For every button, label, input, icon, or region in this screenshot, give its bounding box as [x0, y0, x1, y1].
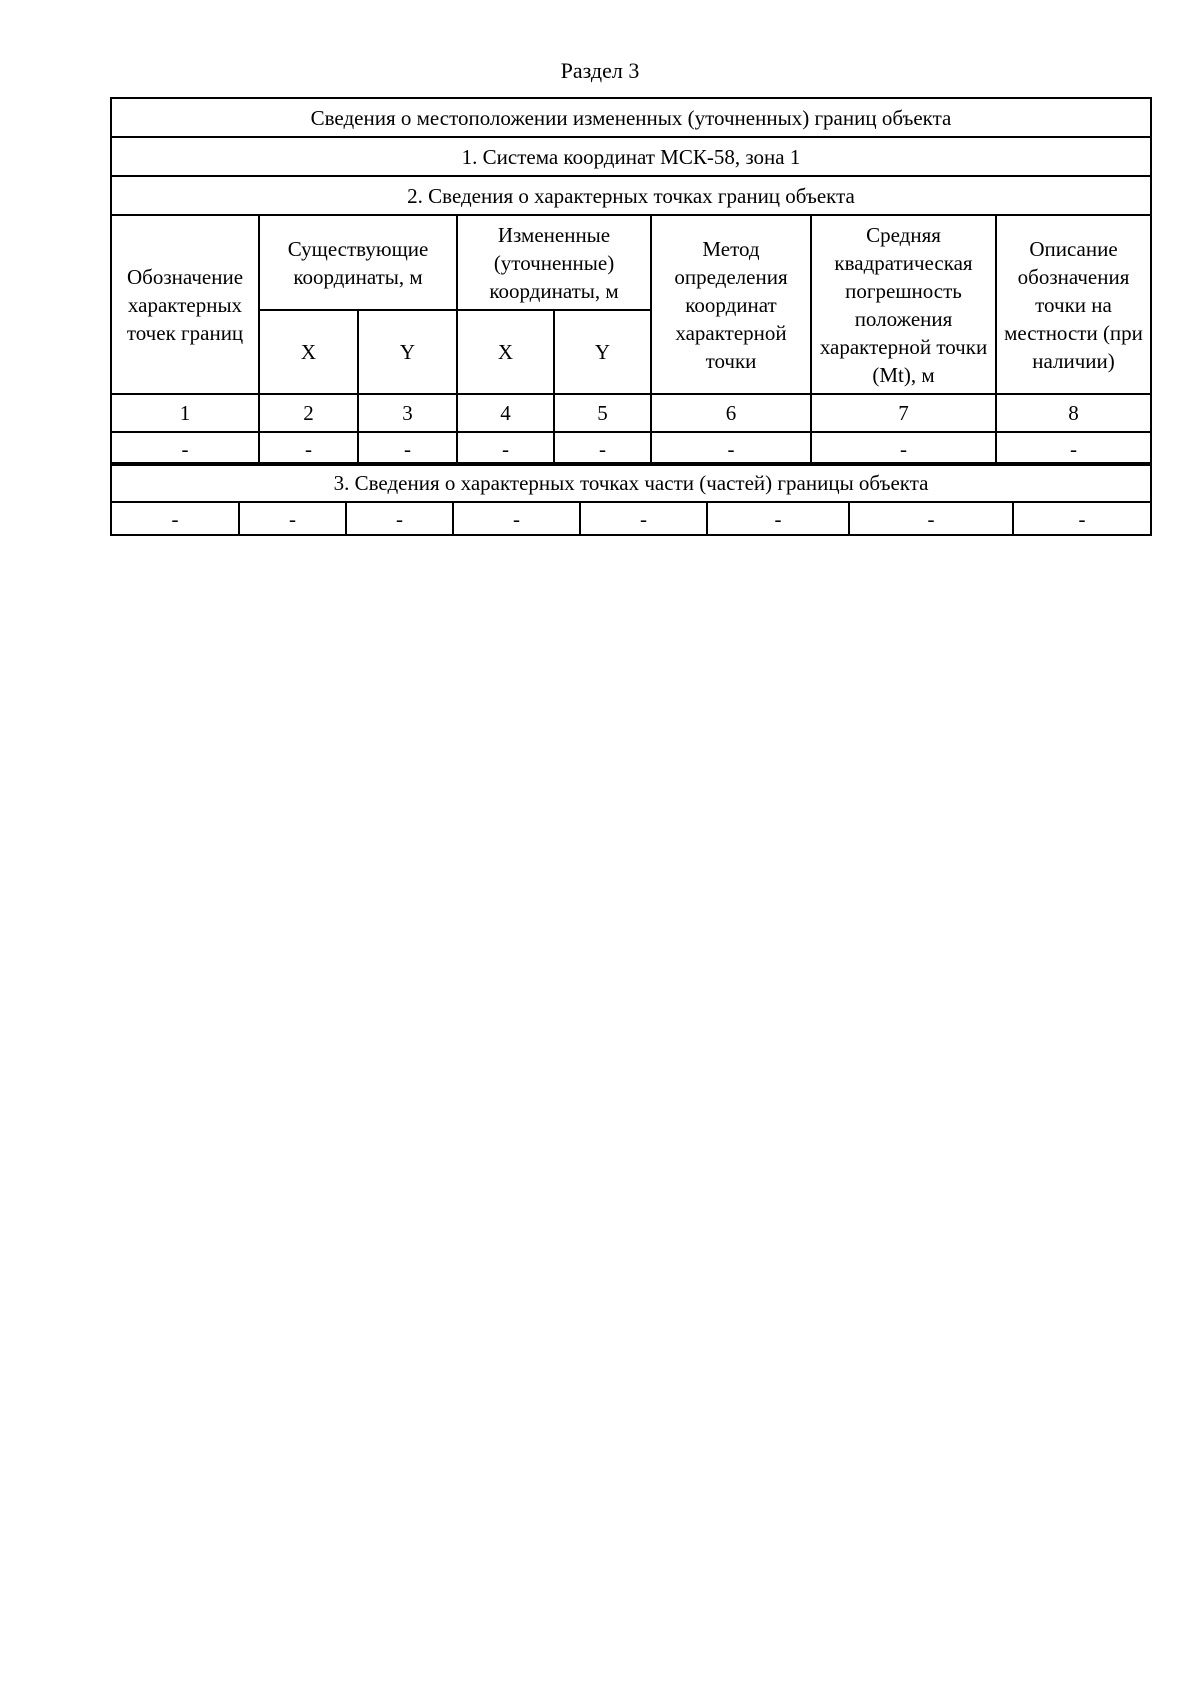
header-description: Описание обозначения точки на местности (при наличии) — [996, 215, 1151, 394]
table-cell: - — [239, 502, 346, 535]
parts-table — [110, 462, 1152, 536]
table-cell: - — [457, 432, 554, 465]
table-cell: - — [358, 432, 457, 465]
table-row — [111, 502, 1151, 535]
header-error: Средняя квадратическая погрешность положения характерной точки (Mt), м — [811, 215, 996, 394]
section-title: Раздел 3 — [560, 58, 640, 83]
table-cell: - — [453, 502, 580, 535]
table-cell: - — [811, 432, 996, 465]
column-number: 6 — [651, 394, 811, 432]
parts-heading: 3. Сведения о характерных точках части (частей) границы объекта — [111, 463, 1151, 502]
table-cell: - — [346, 502, 453, 535]
boundary-table — [110, 97, 1152, 466]
header-designation: Обозначение характерных точек границ — [111, 215, 259, 394]
table-cell: - — [111, 432, 259, 465]
table-cell: - — [849, 502, 1013, 535]
table-cell: - — [1013, 502, 1151, 535]
column-number: 4 — [457, 394, 554, 432]
header-changed-y: Y — [554, 310, 651, 394]
header-existing-x: X — [259, 310, 358, 394]
header-existing-y: Y — [358, 310, 457, 394]
header-changed-coords: Измененные (уточненные) координаты, м — [457, 215, 651, 310]
header-changed-x: X — [457, 310, 554, 394]
column-number: 2 — [259, 394, 358, 432]
column-number: 1 — [111, 394, 259, 432]
table-title: Сведения о местоположении измененных (уточненных) границ объекта — [111, 98, 1151, 137]
table-cell: - — [111, 502, 239, 535]
table-cell: - — [707, 502, 849, 535]
column-number-row — [111, 394, 1151, 432]
points-heading: 2. Сведения о характерных точках границ объекта — [111, 176, 1151, 215]
table-cell: - — [996, 432, 1151, 465]
column-number: 3 — [358, 394, 457, 432]
column-number: 5 — [554, 394, 651, 432]
table-row — [111, 432, 1151, 465]
table-cell: - — [259, 432, 358, 465]
coordinate-system: 1. Система координат МСК-58, зона 1 — [111, 137, 1151, 176]
table-cell: - — [554, 432, 651, 465]
table-cell: - — [580, 502, 707, 535]
header-existing-coords: Существующие координаты, м — [259, 215, 457, 310]
column-number: 7 — [811, 394, 996, 432]
column-number: 8 — [996, 394, 1151, 432]
header-method: Метод определения координат характерной точки — [651, 215, 811, 394]
table-cell: - — [651, 432, 811, 465]
